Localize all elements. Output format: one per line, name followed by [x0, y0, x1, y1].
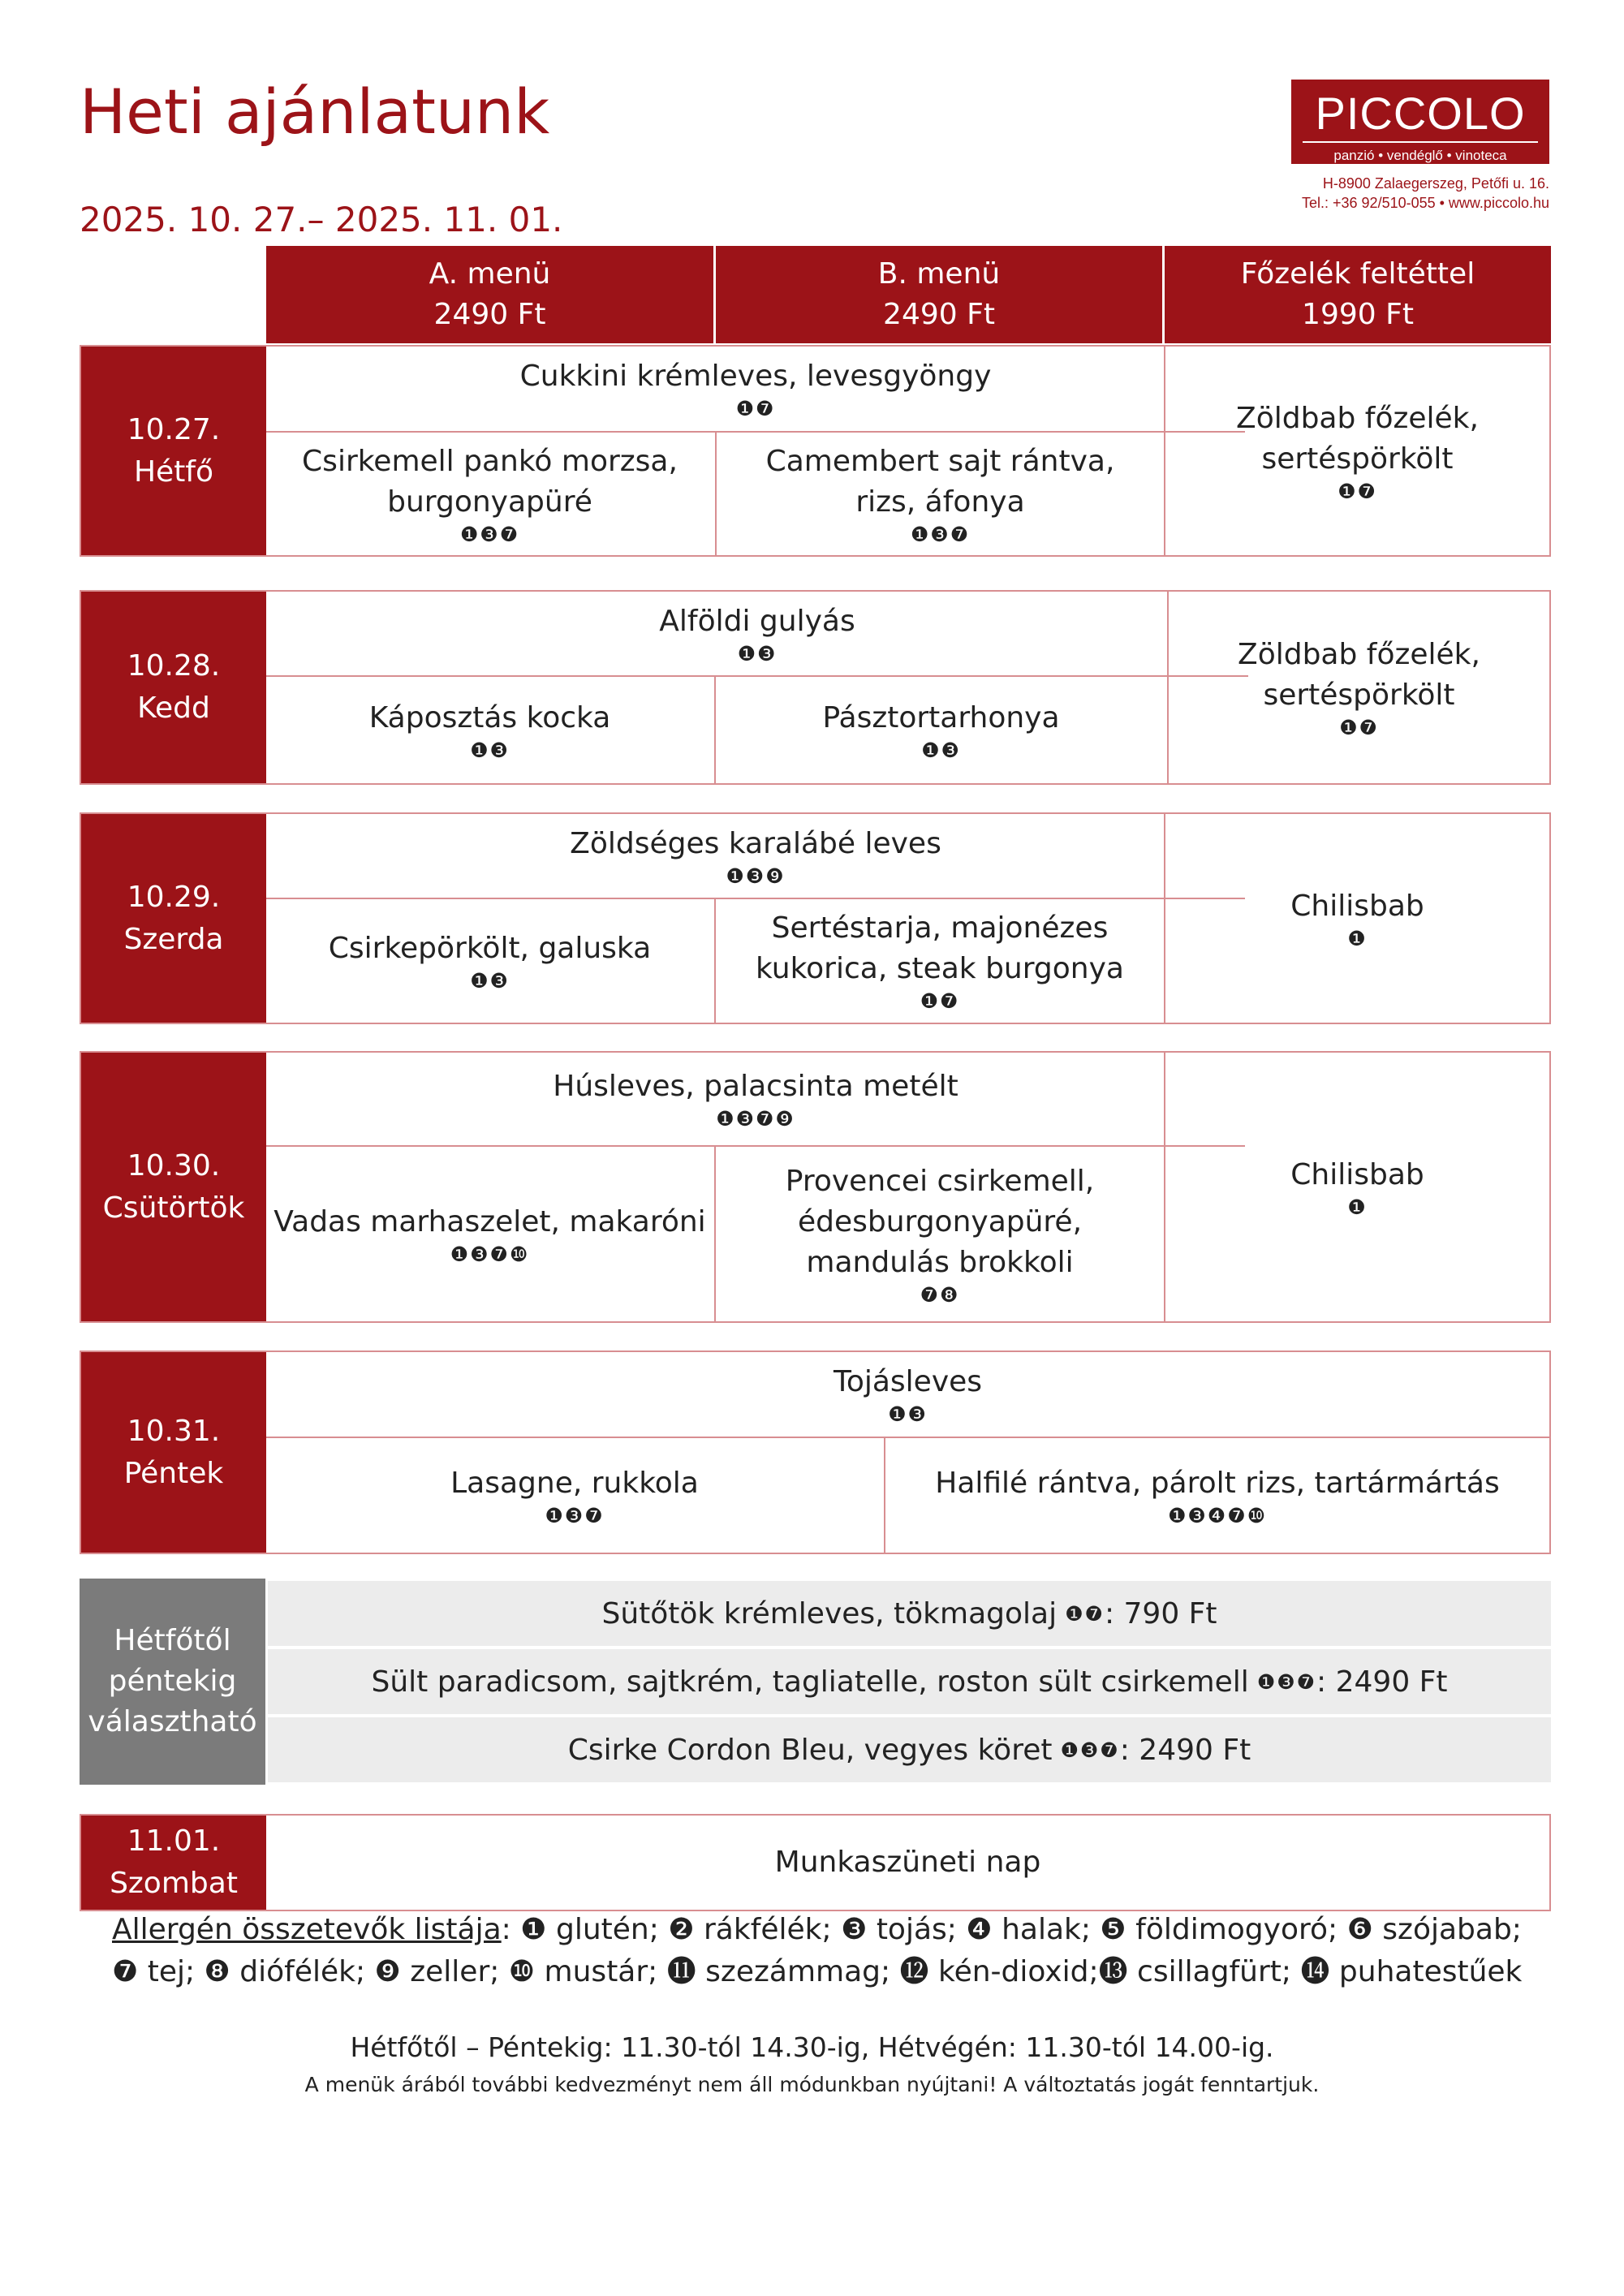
allergen-icons: ❶❼ [1339, 716, 1379, 739]
weekly-price: : 790 Ft [1104, 1596, 1217, 1630]
allergen-list [112, 1909, 1524, 1993]
opening-hours: Hétfőtől – Péntekig: 11.30-tól 14.30-ig, Hétvégén: 11.30-tól 14.00-ig. [350, 2031, 1274, 2063]
weekly-dish: Csirke Cordon Bleu, vegyes köret [567, 1733, 1053, 1767]
header-a-menu [266, 246, 713, 343]
day-label [81, 1053, 266, 1321]
weekly-price: : 2490 Ft [1119, 1733, 1251, 1767]
soup-name: Tojásleves [833, 1365, 983, 1398]
day-name: Csütörtök [102, 1191, 245, 1225]
soup-cell [266, 1053, 1245, 1145]
menu-a-cell [266, 677, 713, 783]
menu-b-cell [716, 1147, 1164, 1321]
date-range: 2025. 10. 27.– 2025. 11. 01. [80, 200, 563, 239]
header-price: 1990 Ft [1302, 298, 1414, 331]
fozelek-dish: Chilisbab [1290, 1157, 1424, 1191]
weekly-label-line: Hétfőtől [114, 1624, 231, 1657]
allergen-icons: ❶❸❼❾ [716, 1107, 795, 1131]
fozelek-cell [1165, 814, 1549, 1023]
menu-b-dish: Halfilé rántva, párolt rizs, tartármártás [935, 1466, 1500, 1500]
logo-name: PICCOLO [1315, 88, 1526, 139]
menu-b-cell [716, 899, 1164, 1023]
allergen-icons: ❶ [1347, 1195, 1368, 1219]
day-block-friday [80, 1350, 1551, 1554]
holiday-cell [266, 1816, 1549, 1910]
disclaimer: A menük árából további kedvezményt nem áll módunkban nyújtani! A változtatás jogát fenntartjuk. [304, 2073, 1320, 2096]
header-name: Főzelék feltéttel [1240, 257, 1475, 291]
allergen-icons: ❶❸ [737, 641, 778, 666]
logo-divider [1303, 141, 1538, 143]
allergen-icons: ❼❽ [920, 1282, 960, 1307]
day-label [81, 1816, 266, 1910]
day-block-saturday [80, 1814, 1551, 1911]
day-label [81, 592, 266, 783]
day-date: 10.28. [127, 649, 221, 683]
address-line: H-8900 Zalaegerszeg, Petőfi u. 16. [1322, 175, 1549, 192]
day-block-thursday [80, 1051, 1551, 1323]
day-label [81, 1352, 266, 1553]
menu-b-dish: Pásztortarhonya [822, 700, 1060, 734]
soup-cell [266, 347, 1245, 431]
soup-cell [266, 592, 1248, 675]
allergen-icons: ❶❼ [1065, 1601, 1105, 1626]
logo-tagline: panzió • vendéglő • vinoteca [1333, 148, 1507, 163]
allergen-icons: ❶❼ [920, 989, 960, 1013]
soup-name: Zöldséges karalábé leves [570, 826, 941, 860]
soup-name: Cukkini krémleves, levesgyöngy [519, 360, 992, 393]
soup-name: Alföldi gulyás [659, 604, 855, 638]
menu-a-dish: Lasagne, rukkola [450, 1466, 699, 1500]
menu-a-cell [266, 1438, 883, 1553]
menu-a-cell [266, 1147, 713, 1321]
fozelek-cell [1165, 347, 1549, 555]
fozelek-cell [1165, 1053, 1549, 1321]
menu-a-cell [266, 899, 713, 1023]
weekly-price: : 2490 Ft [1316, 1665, 1448, 1699]
day-name: Szerda [123, 922, 224, 956]
menu-b-cell [885, 1438, 1549, 1553]
day-name: Hétfő [133, 454, 214, 489]
allergen-items: : ❶ glutén; ❷ rákfélék; ❸ tojás; ❹ halak; ❺ földimogyoró; ❻ szójabab; [501, 1913, 1522, 1946]
menu-b-cell [716, 677, 1166, 783]
weekly-label [80, 1579, 265, 1785]
header-fozelek [1165, 246, 1551, 343]
weekly-item [268, 1717, 1551, 1782]
contact-line: Tel.: +36 92/510-055 • www.piccolo.hu [1302, 195, 1549, 211]
weekly-label-line: választható [88, 1705, 257, 1738]
menu-a-dish: Káposztás kocka [368, 700, 611, 734]
allergen-icons: ❶❼ [1338, 479, 1377, 503]
day-block-wednesday [80, 812, 1551, 1024]
menu-b-cell [717, 433, 1164, 555]
weekly-dish: Sült paradicsom, sajtkrém, tagliatelle, roston sült csirkemell [371, 1665, 1249, 1699]
weekly-item [268, 1581, 1551, 1646]
fozelek-cell [1169, 592, 1549, 783]
menu-a-dish: Csirkemell pankó morzsa, burgonyapüré [302, 444, 678, 519]
weekly-options [80, 1579, 1551, 1785]
allergen-icons: ❶❸❼ [459, 522, 520, 546]
allergen-icons: ❶❸ [888, 1402, 928, 1426]
header-name: A. menü [429, 257, 551, 291]
day-block-tuesday [80, 590, 1551, 785]
allergen-icons: ❶❸ [470, 969, 510, 993]
soup-cell [266, 1352, 1549, 1437]
allergen-icons: ❶❸❾ [726, 864, 786, 888]
fozelek-dish: Zöldbab főzelék, sertéspörkölt [1238, 638, 1480, 712]
allergen-icons: ❶❸❼ [910, 522, 971, 546]
allergen-icons: ❶ [1347, 926, 1368, 950]
menu-b-dish: Provencei csirkemell, édesburgonyapüré, mandulás brokkoli [785, 1164, 1095, 1279]
day-label [81, 347, 266, 555]
day-date: 11.01. [127, 1824, 221, 1858]
weekly-dish: Sütőtök krémleves, tökmagolaj [601, 1596, 1058, 1630]
allergen-label: Allergén összetevők listája [112, 1913, 502, 1946]
fozelek-dish: Chilisbab [1290, 889, 1424, 923]
menu-a-cell [266, 433, 713, 555]
menu-b-dish: Sertéstarja, majonézes kukorica, steak burgonya [756, 911, 1124, 985]
soup-cell [266, 814, 1245, 898]
weekly-item [268, 1649, 1551, 1714]
menu-b-dish: Camembert sajt rántva, rizs, áfonya [765, 444, 1115, 519]
allergen-icons: ❶❸❹❼❿ [1167, 1503, 1268, 1527]
allergen-line [112, 1909, 1524, 1951]
day-name: Kedd [137, 691, 210, 725]
day-date: 10.27. [127, 412, 221, 446]
allergen-line: ❼ tej; ❽ diófélék; ❾ zeller; ❿ mustár; ⓫ szezámmag; ⓬ kén-dioxid;⓭ csillagfürt; ⓮ puhatestűek [112, 1955, 1523, 1988]
holiday-text: Munkaszüneti nap [774, 1846, 1041, 1879]
restaurant-address [1302, 174, 1549, 213]
header-b-menu [716, 246, 1162, 343]
soup-name: Húsleves, palacsinta metélt [553, 1070, 958, 1103]
page-title: Heti ajánlatunk [80, 75, 550, 148]
allergen-icons: ❶❸❼ [1256, 1669, 1317, 1694]
header-price: 2490 Ft [883, 298, 995, 331]
day-name: Szombat [110, 1867, 238, 1900]
day-block-monday [80, 345, 1551, 557]
menu-a-dish: Csirkepörkölt, galuska [328, 932, 652, 965]
allergen-icons: ❶❼ [735, 397, 776, 420]
day-date: 10.31. [127, 1414, 221, 1448]
header-price: 2490 Ft [433, 298, 546, 331]
allergen-icons: ❶❸❼ [545, 1503, 605, 1527]
allergen-icons: ❶❸ [921, 738, 961, 762]
day-label [81, 814, 266, 1023]
day-name: Péntek [123, 1456, 224, 1490]
day-date: 10.29. [127, 880, 221, 914]
day-date: 10.30. [127, 1148, 221, 1182]
allergen-icons: ❶❸❼❿ [450, 1242, 530, 1266]
allergen-icons: ❶❸ [470, 738, 510, 762]
piccolo-logo [1291, 80, 1549, 164]
fozelek-dish: Zöldbab főzelék, sertéspörkölt [1236, 401, 1479, 476]
weekly-label-line: péntekig [108, 1665, 237, 1698]
header-name: B. menü [877, 257, 1001, 291]
allergen-icons: ❶❸❼ [1060, 1738, 1120, 1762]
menu-a-dish: Vadas marhaszelet, makaróni [274, 1204, 706, 1238]
